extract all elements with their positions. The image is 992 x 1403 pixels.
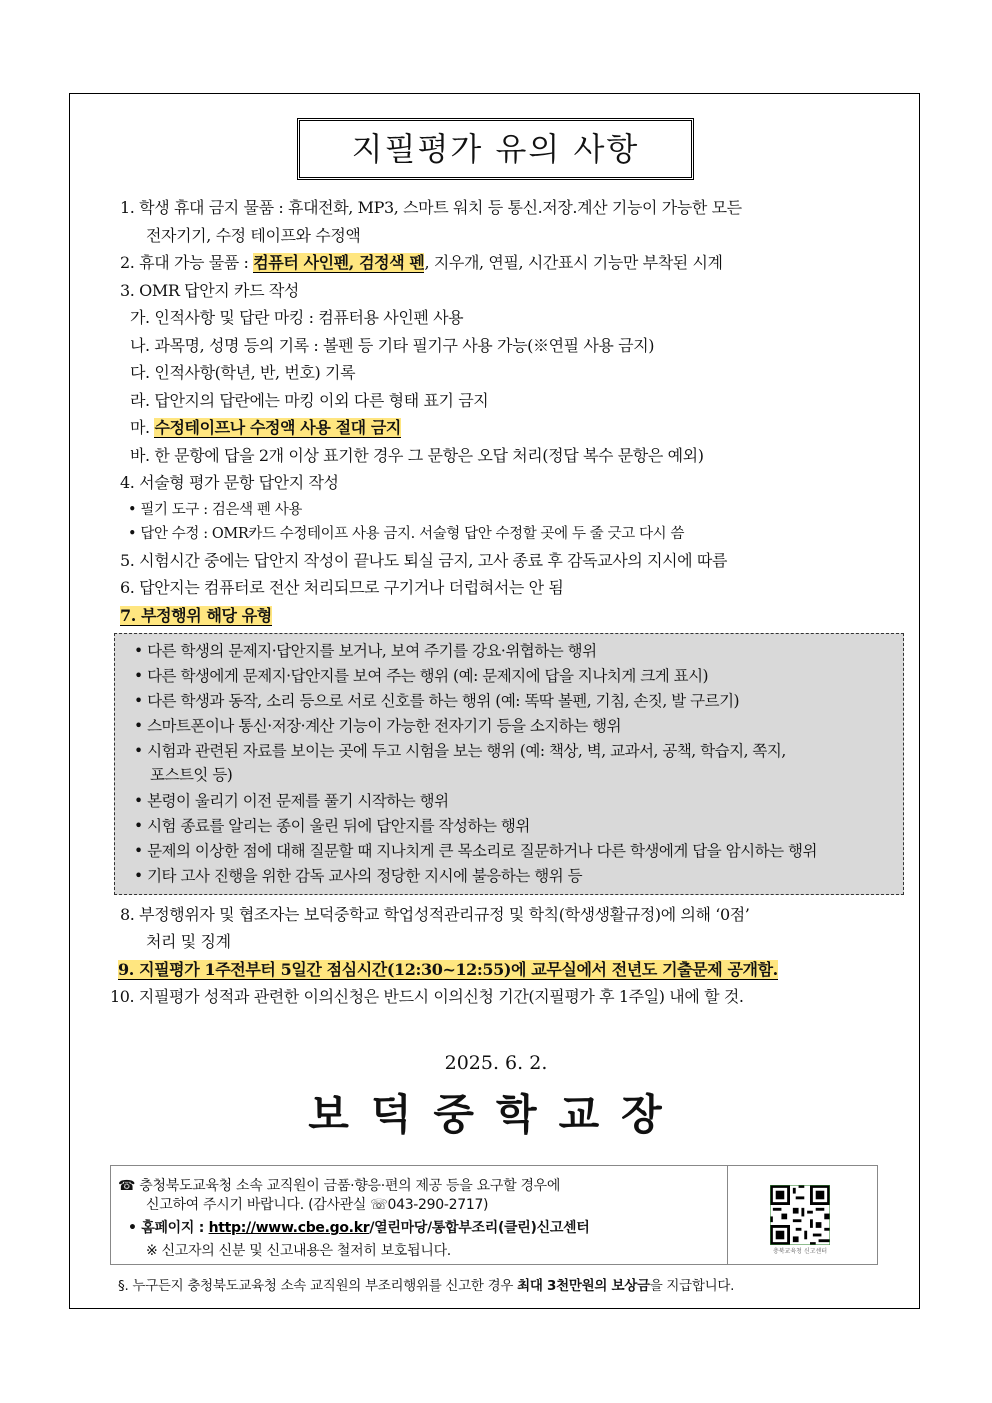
- item-8-line-1: 8. 부정행위자 및 협조자는 보덕중학교 학업성적관리규정 및 학칙(학생생활규정)에 의해 ‘0점’: [120, 905, 750, 924]
- footnote-suffix: 을 지급합니다.: [649, 1278, 735, 1294]
- page-title: 지필평가 유의 사항: [297, 118, 694, 180]
- item-2: [120, 252, 723, 274]
- cheating-item: • 시험과 관련된 자료를 보이는 곳에 두고 시험을 보는 행위 (예: 책상, 벽, 교과서, 공책, 학습지, 쪽지,: [134, 742, 786, 760]
- cheating-item: • 본령이 울리기 이전 문제를 풀기 시작하는 행위: [134, 792, 449, 810]
- item-3-da: 다. 인적사항(학년, 반, 번호) 기록: [130, 363, 356, 382]
- item-7-highlight: 7. 부정행위 해당 유형: [120, 606, 272, 625]
- cheating-item: • 시험 종료를 알리는 종이 울린 뒤에 답안지를 작성하는 행위: [134, 817, 530, 835]
- cheating-item: • 기타 고사 진행을 위한 감독 교사의 정당한 지시에 불응하는 행위 등: [134, 867, 583, 885]
- qr-caption: 충북교육청 신고센터: [772, 1248, 828, 1255]
- footnote-bold: 최대 3천만원의 보상금: [517, 1278, 650, 1294]
- item-3-ma: [130, 417, 401, 439]
- cheating-item: • 스마트폰이나 통신·저장·계산 기능이 가능한 전자기기 등을 소지하는 행위: [134, 717, 622, 735]
- item-3-ma-highlight: 수정테이프나 수정액 사용 절대 금지: [154, 418, 401, 437]
- cheating-item: • 다른 학생과 동작, 소리 등으로 서로 신호를 하는 행위 (예: 똑딱 볼펜, 기침, 손짓, 발 구르기): [134, 692, 740, 710]
- item-3-ma-prefix: 마.: [130, 418, 155, 437]
- notice-homepage: [128, 1218, 590, 1238]
- item-1-line-2: 전자기기, 수정 테이프와 수정액: [146, 226, 361, 245]
- cheating-item-continued: 포스트잇 등): [150, 766, 233, 784]
- cheating-item: • 문제의 이상한 점에 대해 질문할 때 지나치게 큰 목소리로 질문하거나 다른 학생에게 답을 암시하는 행위: [134, 842, 817, 860]
- notice-line-1: ☎ 충청북도교육청 소속 교직원이 금품·향응·편의 제공 등을 요구할 경우에: [118, 1178, 561, 1194]
- item-9-highlight: 9. 지필평가 1주전부터 5일간 점심시간(12:30~12:55)에 교무실에서 전년도 기출문제 공개함.: [118, 960, 778, 979]
- signer-name: 보덕중학교장: [308, 1090, 684, 1139]
- item-7: [120, 605, 272, 627]
- item-8-line-2: 처리 및 징계: [146, 932, 231, 951]
- item-3-ra: 라. 답안지의 답란에는 마킹 이외 다른 형태 표기 금지: [130, 391, 489, 410]
- item-4: 4. 서술형 평가 문항 답안지 작성: [120, 473, 339, 492]
- homepage-link[interactable]: http://www.cbe.go.kr: [208, 1220, 370, 1236]
- item-3-na: 나. 과목명, 성명 등의 기록 : 볼펜 등 기타 필기구 사용 가능(※연필 사용 금지): [130, 336, 655, 355]
- item-5: 5. 시험시간 중에는 답안지 작성이 끝나도 퇴실 금지, 고사 종료 후 감독교사의 지시에 따름: [120, 551, 728, 570]
- footnote-prefix: §. 누구든지 충청북도교육청 소속 교직원의 부조리행위를 신고한 경우: [118, 1278, 518, 1294]
- item-2-highlight: 컴퓨터 사인펜, 검정색 펜: [253, 253, 425, 272]
- homepage-label: • 홈페이지 :: [128, 1220, 209, 1236]
- notice-divider: [727, 1165, 728, 1265]
- item-10: 10. 지필평가 성적과 관련한 이의신청은 반드시 이의신청 기간(지필평가 후 1주일) 내에 할 것.: [110, 987, 744, 1006]
- cheating-item: • 다른 학생의 문제지·답안지를 보거나, 보여 주기를 강요·위협하는 행위: [134, 642, 597, 660]
- item-2-suffix: , 지우개, 연필, 시간표시 기능만 부착된 시계: [424, 253, 723, 272]
- item-4-bullet-2: • 답안 수정 : OMR카드 수정테이프 사용 금지. 서술형 답안 수정할 곳에 두 줄 긋고 다시 씀: [128, 526, 685, 542]
- item-9: [118, 959, 778, 981]
- qr-code-icon[interactable]: [770, 1185, 830, 1245]
- item-3: 3. OMR 답안지 카드 작성: [120, 281, 299, 300]
- notice-line-2: 신고하여 주시기 바랍니다. (감사관실 ☏043-290-2717): [146, 1197, 489, 1213]
- item-3-ga: 가. 인적사항 및 답란 마킹 : 컴퓨터용 사인펜 사용: [130, 308, 464, 327]
- cheating-item: • 다른 학생에게 문제지·답안지를 보여 주는 행위 (예: 문제지에 답을 지나치게 크게 표시): [134, 667, 709, 685]
- item-4-bullet-1: • 필기 도구 : 검은색 펜 사용: [128, 502, 302, 518]
- item-2-prefix: 2. 휴대 가능 물품 :: [120, 253, 254, 272]
- issue-date: 2025. 6. 2.: [444, 1052, 548, 1074]
- item-6: 6. 답안지는 컴퓨터로 전산 처리되므로 구기거나 더럽혀서는 안 됨: [120, 578, 564, 597]
- homepage-path: /열린마당/통합부조리(클린)신고센터: [369, 1220, 590, 1236]
- item-1-line-1: 1. 학생 휴대 금지 물품 : 휴대전화, MP3, 스마트 워치 등 통신.저장.계산 기능이 가능한 모든: [120, 198, 742, 217]
- item-3-ba: 바. 한 문항에 답을 2개 이상 표기한 경우 그 문항은 오답 처리(정답 복수 문항은 예외): [130, 446, 704, 465]
- footnote: [118, 1274, 734, 1294]
- notice-line-4: ※ 신고자의 신분 및 신고내용은 철저히 보호됩니다.: [146, 1243, 451, 1259]
